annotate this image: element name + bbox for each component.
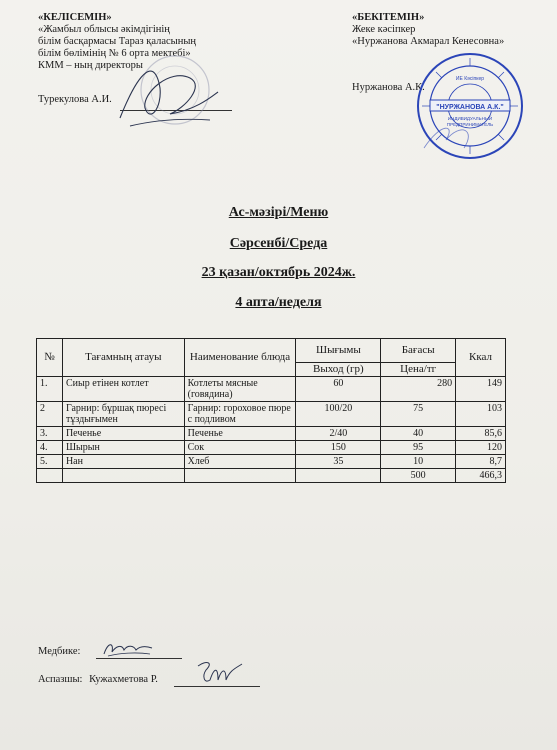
- right-header-title: «БЕКІТЕМІН»: [352, 12, 425, 23]
- right-header-line1: Жеке кәсіпкер: [352, 24, 416, 35]
- cell-name-ru: Сок: [184, 441, 296, 455]
- cell-kcal: 85,6: [456, 427, 506, 441]
- cook-name: Кужахметова Р.: [89, 674, 158, 685]
- cell-price: 75: [381, 402, 456, 427]
- header-price-ru: Цена/тг: [381, 363, 456, 377]
- cell-price: 280: [381, 377, 456, 402]
- stamp-center-text: "НУРЖАНОВА А.К.": [436, 104, 504, 111]
- cell-num: 5.: [37, 455, 63, 469]
- stamp-sub-text2: ПРЕДПРИНИМАТЕЛЬ: [446, 122, 494, 127]
- cell-kcal: 8,7: [456, 455, 506, 469]
- total-price: 500: [381, 469, 456, 483]
- cook-label-row: [38, 674, 158, 685]
- left-header-line3: білім бөлімінің № 6 орта мектебі»: [38, 48, 191, 59]
- table-row: [37, 427, 506, 441]
- cell-yield: 35: [296, 455, 381, 469]
- left-stamp-and-signature: [100, 48, 230, 138]
- left-header-line4: КММ – ның директоры: [38, 60, 143, 71]
- cell-name-kz: Нан: [62, 455, 184, 469]
- menu-title: Ас-мәзірі/Меню: [228, 205, 329, 220]
- menu-table: [36, 338, 506, 483]
- menu-date: 23 қазан/октябрь 2024ж.: [201, 265, 356, 280]
- cell-price: 40: [381, 427, 456, 441]
- total-kcal: 466,3: [456, 469, 506, 483]
- nurse-signature: [100, 638, 160, 660]
- cell-price: 95: [381, 441, 456, 455]
- cell-price: 10: [381, 455, 456, 469]
- cell-kcal: 120: [456, 441, 506, 455]
- cell-yield: 60: [296, 377, 381, 402]
- header-kcal: Ккал: [456, 339, 506, 377]
- table-row: [37, 402, 506, 427]
- cell-yield: 2/40: [296, 427, 381, 441]
- header-num: №: [37, 339, 63, 377]
- header-yield-kz: Шығымы: [296, 339, 381, 363]
- right-header-line2: «Нуржанова Акмарал Кенесовна»: [352, 36, 505, 47]
- nurse-label: Медбике:: [38, 646, 81, 657]
- cell-name-kz: Гарнир: бұршақ пюресі тұздығымен: [62, 402, 184, 427]
- cell-yield: 150: [296, 441, 381, 455]
- right-header-signer: Нуржанова А.К.: [352, 82, 425, 93]
- table-header-row: [37, 339, 506, 363]
- table-total-row: [37, 469, 506, 483]
- header-name-kz: Тағамның атауы: [62, 339, 184, 377]
- cell-num: 1.: [37, 377, 63, 402]
- left-header-line2: білім басқармасы Тараз қаласының: [38, 36, 197, 47]
- cook-signature: [192, 656, 252, 688]
- company-stamp: [416, 52, 524, 160]
- table-row: [37, 441, 506, 455]
- cell-name-kz: Печенье: [62, 427, 184, 441]
- cook-label: Аспазшы:: [38, 674, 83, 685]
- left-header-signer: Турекулова А.И.: [38, 94, 112, 105]
- menu-title-block: [0, 205, 557, 315]
- cell-name-ru: Котлеты мясные (говядина): [184, 377, 296, 402]
- table-row: [37, 455, 506, 469]
- cell-kcal: 103: [456, 402, 506, 427]
- cell-name-ru: Печенье: [184, 427, 296, 441]
- header-price-kz: Бағасы: [381, 339, 456, 363]
- left-header-line1: «Жамбыл облысы әкімдігінің: [38, 24, 170, 35]
- cell-name-ru: Гарнир: гороховое пюре с подливом: [184, 402, 296, 427]
- cell-kcal: 149: [456, 377, 506, 402]
- menu-day: Сәрсенбі/Среда: [229, 236, 328, 251]
- header-yield-ru: Выход (гр): [296, 363, 381, 377]
- cell-num: 3.: [37, 427, 63, 441]
- stamp-sub-text1: ИНДИВИДУАЛЬНЫЙ: [447, 116, 493, 121]
- left-header-title: «КЕЛІСЕМІН»: [38, 12, 112, 23]
- menu-week: 4 апта/неделя: [235, 295, 322, 310]
- cell-yield: 100/20: [296, 402, 381, 427]
- stamp-top-text: ИЕ Кәсіпкер: [455, 76, 485, 82]
- cell-name-ru: Хлеб: [184, 455, 296, 469]
- header-name-ru: Наименование блюда: [184, 339, 296, 377]
- cell-name-kz: Шырын: [62, 441, 184, 455]
- cell-num: 2: [37, 402, 63, 427]
- cell-num: 4.: [37, 441, 63, 455]
- table-row: [37, 377, 506, 402]
- cell-name-kz: Сиыр етінен котлет: [62, 377, 184, 402]
